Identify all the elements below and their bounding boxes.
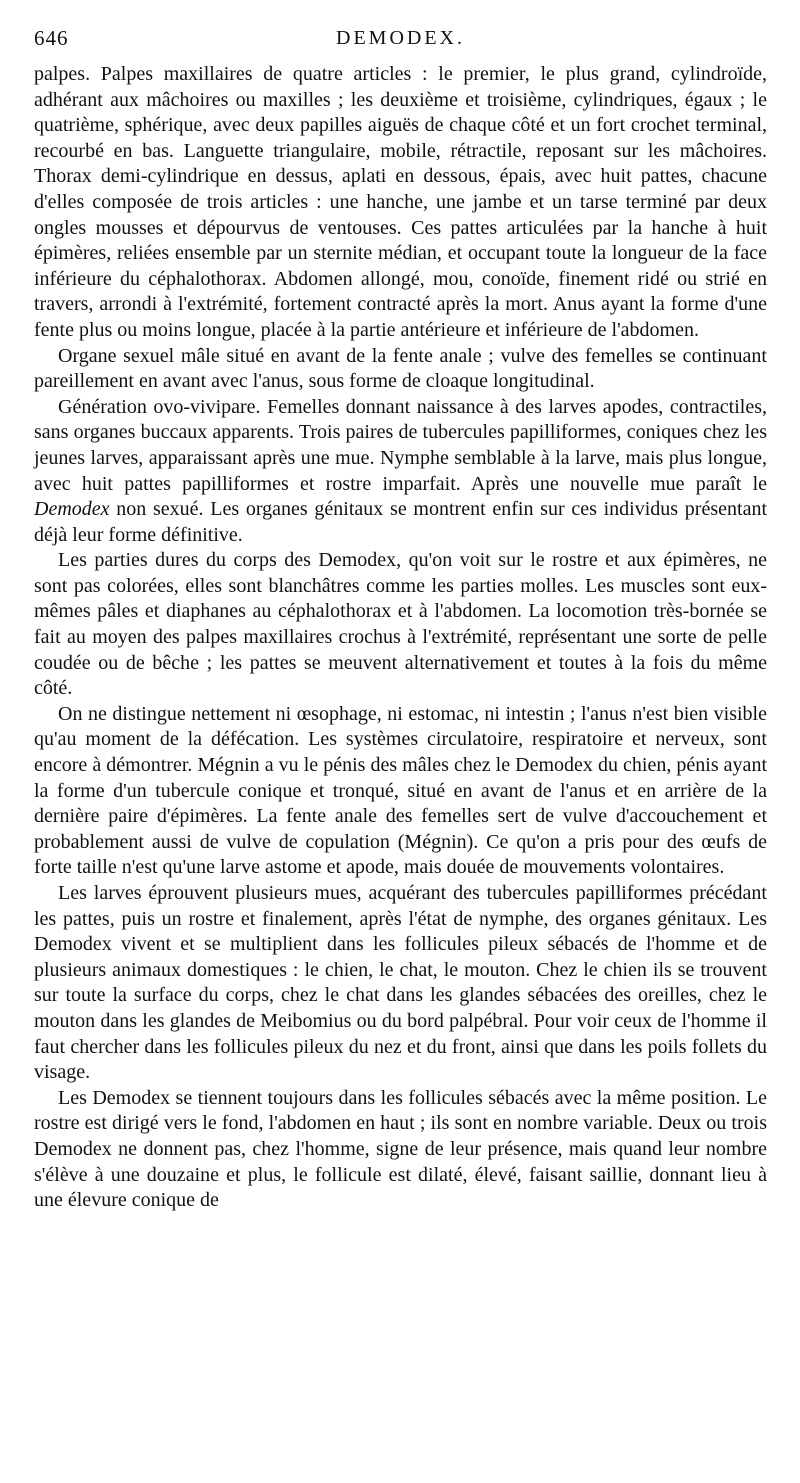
paragraph-sexual-organs: Organe sexuel mâle situé en avant de la fente anale ; vulve des femelles se continuant pareillement en avant avec l'anus, sous forme de cloaque longitudinal.	[34, 344, 767, 393]
document-page	[34, 26, 767, 1214]
page-number: 646	[34, 26, 69, 50]
paragraph-digestive-system: On ne distingue nettement ni œsophage, ni estomac, ni intestin ; l'anus n'est bien visible qu'au moment de la défécation. Les systèmes circulatoire, respiratoire et nerveux, sont encore à démontrer. Mégnin a vu le pénis des mâles chez le Demodex du chien, pénis ayant la forme d'un tubercule conique et tronqué, situé en avant de l'anus et en arrière de la dernière paire d'épimères. La fente anale des femelles sert de vulve d'accouchement et probablement aussi de vulve de copulation (Mégnin). Ce qu'on a pris pour des œufs de forte taille n'est qu'une larve astome et apode, mais douée de mouvements volontaires.	[34, 702, 767, 879]
generation-text-after: non sexué. Les organes génitaux se montrent enfin sur ces individus présentant déjà leur forme définitive.	[34, 498, 767, 546]
paragraph-anatomy: palpes. Palpes maxillaires de quatre articles : le premier, le plus grand, cylindroïde, adhérant aux mâchoires ou maxilles ; les deuxième et troisième, cylindriques, égaux ; le quatrième, sphérique, avec deux papilles aiguës de chaque côté et un fort crochet terminal, recourbé en bas. Languette triangulaire, mobile, rétractile, reposant sur les mâchoires. Thorax demi-cylindrique en dessus, aplati en dessous, épais, avec huit pattes, chacune d'elles composée de trois articles : une hanche, une jambe et un tarse terminé par deux ongles mousses et dépourvus de ventouses. Ces pattes articulées par la hanche à huit épimères, reliées ensemble par un sternite médian, et occupant toute la longueur de la face inférieure du céphalothorax. Abdomen allongé, mou, conoïde, finement ridé ou strié en travers, arrondi à l'extrémité, fortement contracté après la mort. Anus ayant la forme d'une fente plus ou moins longue, placée à la partie antérieure et inférieure de l'abdomen.	[34, 63, 767, 341]
paragraph-follicle-position: Les Demodex se tiennent toujours dans les follicules sébacés avec la même position. Le rostre est dirigé vers le fond, l'abdomen en haut ; ils sont en nombre variable. Deux ou trois Demodex ne donnent pas, chez l'homme, signe de leur présence, mais quand leur nombre s'élève à une douzaine et plus, le follicule est dilaté, élevé, faisant saillie, donnant lieu à une élevure conique de	[34, 1086, 767, 1212]
paragraph-generation	[34, 395, 767, 549]
genus-name-italic: Demodex	[34, 498, 110, 521]
generation-text-before: Génération ovo-vivipare. Femelles donnant naissance à des larves apodes, contractiles, sans organes buccaux apparents. Trois paires de tubercules papilliformes, coniques chez les jeunes larves, apparaissant après une mue. Nymphe semblable à la larve, mais plus longue, avec huit pattes papilliformes et rostre imparfait. Après une nouvelle mue paraît le	[34, 395, 767, 495]
paragraph-hard-parts: Les parties dures du corps des Demodex, qu'on voit sur le rostre et aux épimères, ne sont pas colorées, elles sont blanchâtres comme les parties molles. Les muscles sont eux-mêmes pâles et diaphanes au céphalothorax et à l'abdomen. La locomotion très-bornée se fait au moyen des palpes maxillaires crochus à l'extrémité, représentant une sorte de pelle coudée ou de bêche ; les pattes se meuvent alternativement et toutes à la fois du même côté.	[34, 549, 767, 700]
page-header	[34, 26, 767, 54]
paragraph-larvae-habitat: Les larves éprouvent plusieurs mues, acquérant des tubercules papilliformes précédant les pattes, puis un rostre et finalement, après l'état de nymphe, des organes génitaux. Les Demodex vivent et se multiplient dans les follicules pileux sébacés de l'homme et de plusieurs animaux domestiques : le chien, le chat, le mouton. Chez le chien ils se trouvent sur toute la surface du corps, chez le chat dans les glandes sébacées des oreilles, chez le mouton dans les glandes de Meibomius ou du bord palpébral. Pour voir ceux de l'homme il faut chercher dans les follicules pileux du nez et du front, ainsi que dans les poils follets du visage.	[34, 882, 767, 1084]
running-head: DEMODEX.	[336, 27, 465, 49]
